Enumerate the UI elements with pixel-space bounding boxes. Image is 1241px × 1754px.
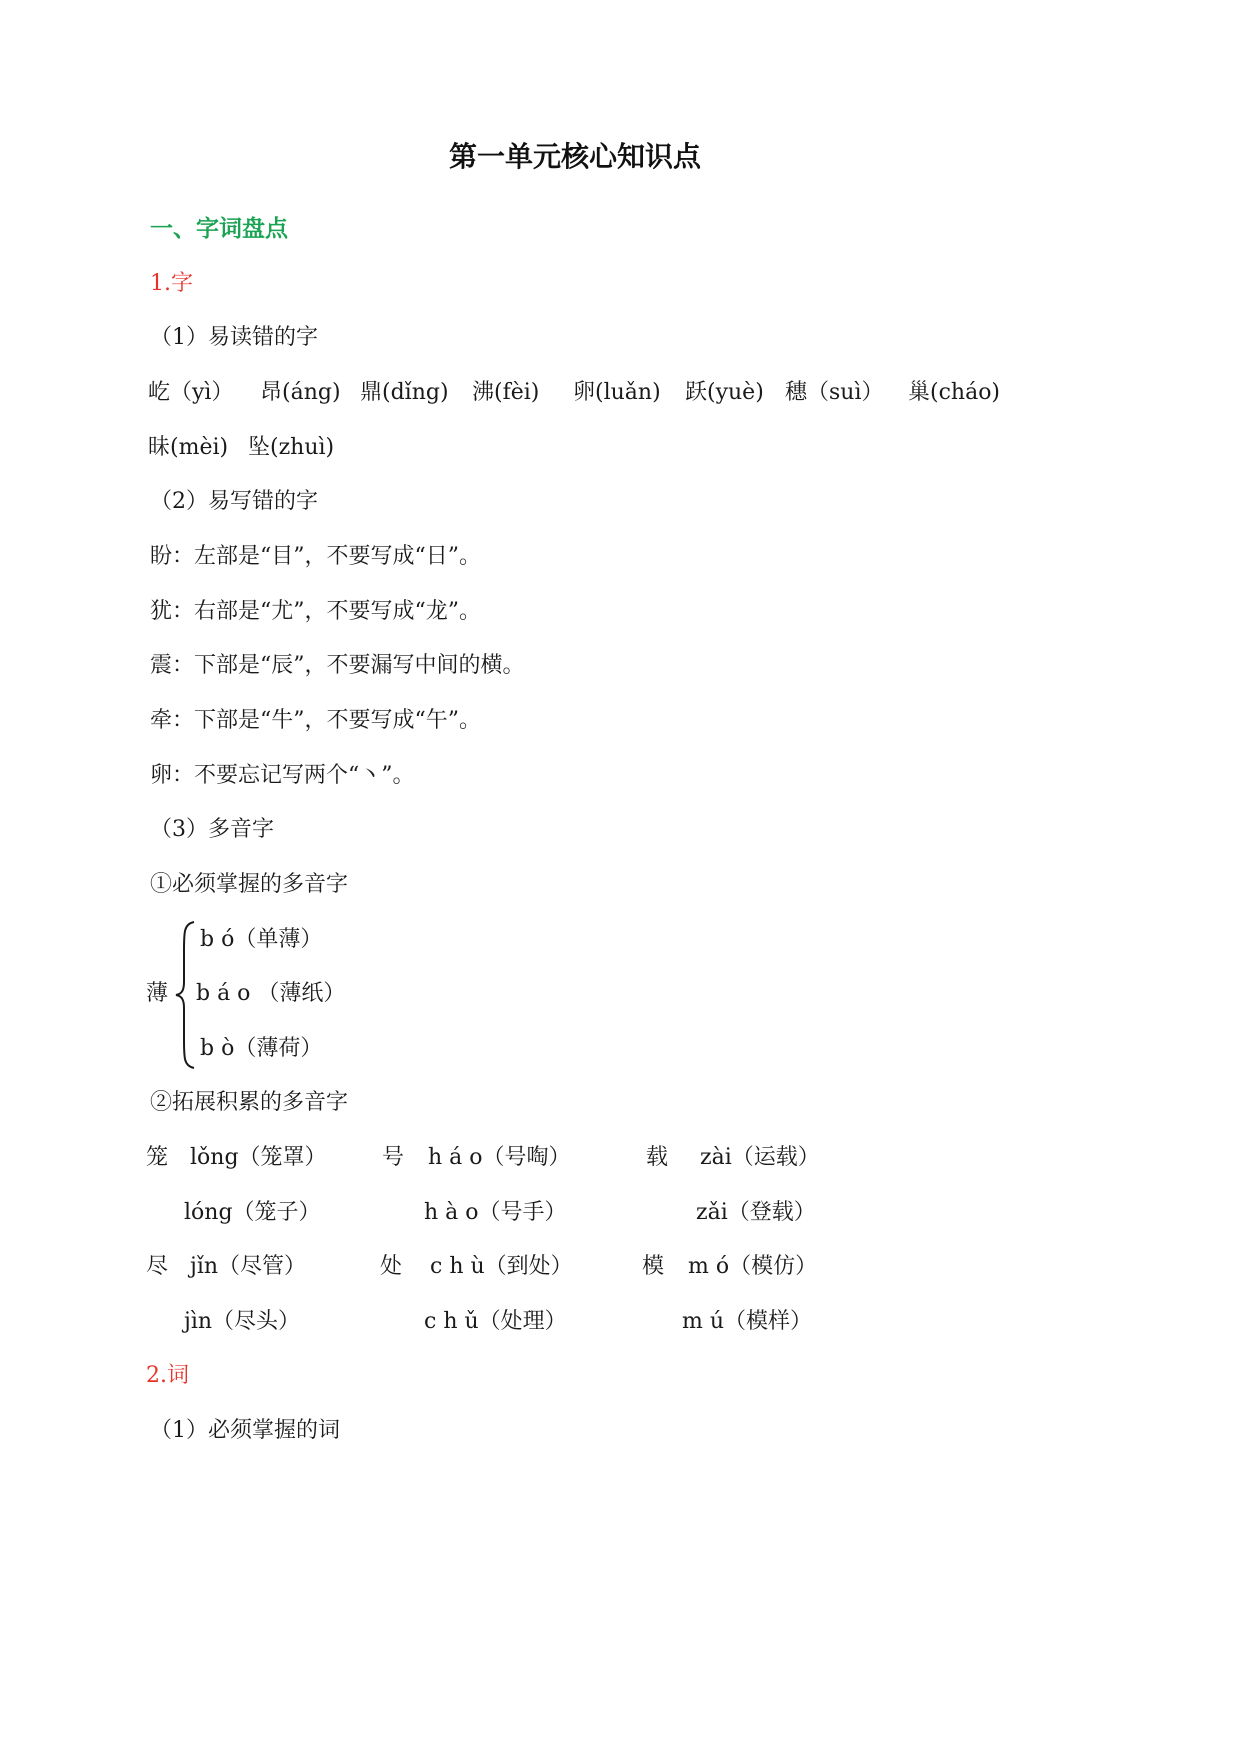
polyphone-reading: lǒng（笼罩）: [190, 1145, 327, 1170]
polyphone-reading: zài（运载）: [700, 1145, 820, 1170]
subsection-heading-characters: 1.字: [150, 271, 193, 296]
easy-read-item: 坠(zhuì): [248, 435, 335, 460]
polyphone-char: 尽: [146, 1254, 169, 1279]
subsection-heading-words: 2.词: [146, 1363, 189, 1388]
easy-write-item: 震：下部是“辰”，不要漏写中间的横。: [150, 653, 525, 678]
polyphone-reading: jǐn（尽管）: [190, 1254, 307, 1279]
easy-read-item: 巢(cháo): [908, 380, 1001, 405]
easy-read-item: 穗（suì）: [785, 380, 884, 405]
easy-read-item: 卵(luǎn): [573, 380, 661, 405]
polyphone-reading: b á o （薄纸）: [196, 981, 346, 1006]
easy-read-item: 沸(fèi): [472, 380, 540, 405]
easy-read-item: 跃(yuè): [685, 380, 764, 405]
polyphone-char: 笼: [146, 1145, 169, 1170]
extend-polyphone-heading: ②拓展积累的多音字: [150, 1090, 349, 1115]
polyphone-reading: lóng（笼子）: [184, 1200, 321, 1225]
easy-read-heading: （1）易读错的字: [150, 325, 318, 350]
easy-read-item: 鼎(dǐng): [360, 380, 449, 405]
polyphone-char-bao: 薄: [146, 981, 169, 1006]
polyphone-char: 号: [382, 1145, 405, 1170]
polyphone-char: 模: [642, 1254, 665, 1279]
polyphone-char: 处: [380, 1254, 403, 1279]
polyphone-char: 载: [646, 1145, 669, 1170]
polyphone-reading: jìn（尽头）: [184, 1309, 301, 1334]
easy-read-item: 昧(mèi): [148, 435, 229, 460]
polyphone-reading: h à o（号手）: [424, 1200, 567, 1225]
polyphone-reading: c h ǔ（处理）: [424, 1309, 567, 1334]
easy-read-item: 屹（yì）: [148, 380, 234, 405]
must-words-heading: （1）必须掌握的词: [150, 1418, 340, 1443]
polyphone-reading: b ò（薄荷）: [200, 1036, 323, 1061]
polyphone-reading: m ó（模仿）: [688, 1254, 818, 1279]
polyphone-reading: m ú（模样）: [682, 1309, 813, 1334]
polyphone-heading: （3）多音字: [150, 817, 274, 842]
easy-read-item: 昂(áng): [260, 380, 341, 405]
easy-write-item: 盼：左部是“目”，不要写成“日”。: [150, 544, 481, 569]
brace-symbol: [174, 920, 198, 1070]
must-polyphone-heading: ①必须掌握的多音字: [150, 872, 349, 897]
polyphone-reading: h á o（号啕）: [428, 1145, 571, 1170]
easy-write-item: 犹：右部是“尤”，不要写成“龙”。: [150, 599, 481, 624]
polyphone-reading: b ó（单薄）: [200, 927, 323, 952]
easy-write-item: 牵：下部是“牛”，不要写成“午”。: [150, 708, 481, 733]
section-heading: 一、字词盘点: [150, 216, 288, 242]
polyphone-reading: zǎi（登载）: [696, 1200, 816, 1225]
polyphone-reading: c h ù（到处）: [430, 1254, 573, 1279]
easy-write-heading: （2）易写错的字: [150, 489, 318, 514]
easy-write-item: 卵：不要忘记写两个“丶”。: [150, 763, 415, 788]
page-title: 第一单元核心知识点: [449, 140, 702, 173]
